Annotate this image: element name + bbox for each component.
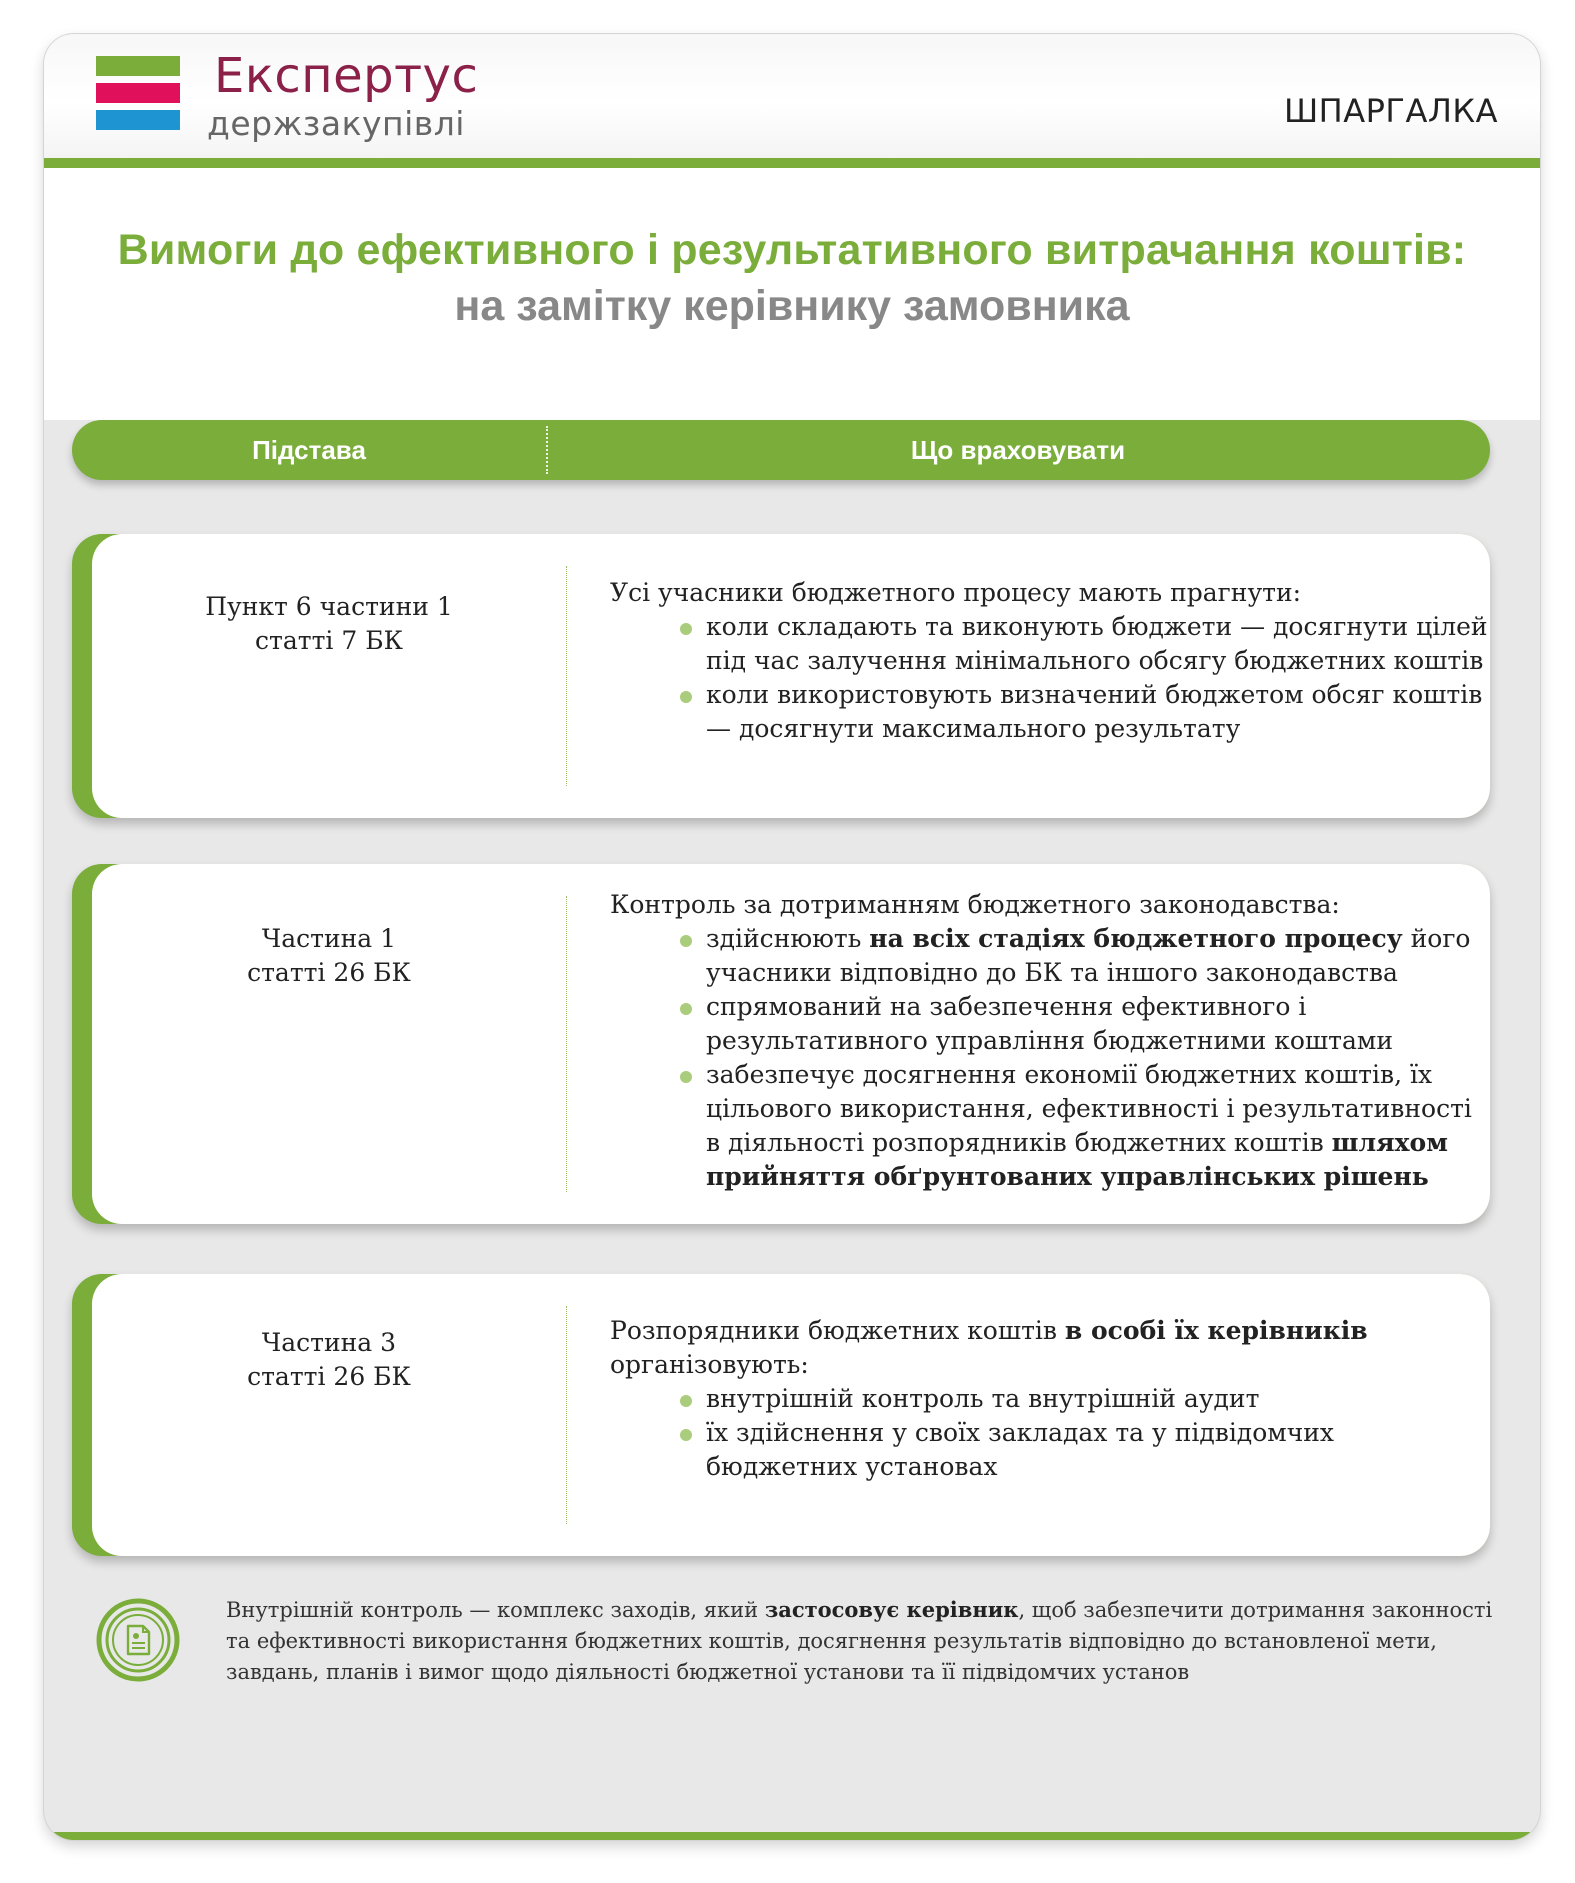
header [44, 34, 1540, 158]
content-intro: Усі учасники бюджетного процесу мають прагнути: [610, 578, 1302, 607]
basis-line: Частина 3 [261, 1328, 397, 1357]
footer-line [44, 1832, 1540, 1840]
bullet-icon [680, 1429, 692, 1441]
table-row [72, 534, 1490, 818]
intro-text: організовують: [610, 1350, 809, 1379]
row-panel [92, 1274, 1490, 1556]
list-item [610, 1058, 1490, 1194]
bullet-icon [680, 935, 692, 947]
title-area [44, 168, 1540, 420]
table-row [72, 864, 1490, 1224]
row-divider [566, 896, 567, 1192]
cheat-sheet-card [44, 34, 1540, 1840]
content-intro [610, 1314, 1490, 1382]
list-item [610, 610, 1490, 678]
bullet-list [610, 1382, 1490, 1484]
intro-emphasis: в особі їх керівників [1064, 1316, 1368, 1345]
row-divider [566, 1306, 567, 1524]
row-content [610, 888, 1490, 1194]
row-content [610, 576, 1490, 746]
intro-text: Розпорядники бюджетних коштів [610, 1316, 1065, 1345]
logo-stripe-green [96, 56, 180, 76]
content-intro: Контроль за дотриманням бюджетного законодавства: [610, 890, 1340, 919]
brand-name: Експертус [214, 48, 479, 104]
basis-line: Частина 1 [261, 924, 397, 953]
table-header [72, 420, 1490, 480]
list-item [610, 922, 1490, 990]
table-row [72, 1274, 1490, 1556]
header-divider [44, 158, 1540, 168]
list-item-text: коли складають та виконують бюджети — досягнути цілей під час залучення мінімального обсягу бюджетних коштів [706, 612, 1488, 675]
row-panel [92, 864, 1490, 1224]
bullet-icon [680, 691, 692, 703]
list-item-text: їх здійснення у своїх закладах та у підвідомчих бюджетних установах [706, 1418, 1334, 1481]
page-subtitle: на замітку керівнику замовника [454, 282, 1130, 330]
list-item [610, 1382, 1490, 1416]
list-item-text: спрямований на забезпечення ефективного і результативного управління бюджетними коштами [706, 992, 1393, 1055]
column-header-basis: Підстава [252, 435, 366, 465]
definition-note [226, 1594, 1496, 1688]
note-text: , щоб забезпечити дотримання законності та ефективності використання бюджетних коштів, досягнення результатів відповідно до встановленої мети, завдань, планів і вимог щодо діяльності бюджетної установи та її підвідомчих установ [226, 1598, 1493, 1684]
bullet-icon [680, 1395, 692, 1407]
list-item [610, 1416, 1490, 1484]
row-basis [92, 590, 566, 658]
bullet-list [610, 610, 1490, 746]
note-emphasis: застосовує керівник [764, 1597, 1019, 1622]
basis-line: статті 7 БК [255, 626, 403, 655]
bullet-icon [680, 623, 692, 635]
column-header-consider: Що враховувати [910, 435, 1126, 465]
logo-stripe-pink [96, 83, 180, 103]
list-item-emphasis: на всіх стадіях бюджетного процесу [869, 924, 1403, 953]
list-item-text: здійснюють [706, 924, 870, 953]
list-item-text: коли використовують визначений бюджетом обсяг коштів — досягнути максимального результату [706, 680, 1483, 743]
row-basis [92, 922, 566, 990]
brand-subtitle: держзакупівлі [207, 104, 465, 143]
basis-line: статті 26 БК [247, 1362, 411, 1391]
list-item-text: внутрішній контроль та внутрішній аудит [706, 1384, 1260, 1413]
document-seal-icon [96, 1598, 180, 1682]
basis-line: Пункт 6 частини 1 [205, 592, 453, 621]
logo-stripes [96, 56, 180, 137]
list-item-text: його учасники відповідно до БК та іншого законодавства [706, 924, 1471, 987]
row-panel [92, 534, 1490, 818]
row-divider [566, 566, 567, 786]
bullet-icon [680, 1003, 692, 1015]
row-content [610, 1314, 1490, 1484]
list-item [610, 990, 1490, 1058]
row-basis [92, 1326, 566, 1394]
list-item [610, 678, 1490, 746]
list-item-emphasis: шляхом прийняття обґрунтованих управлінських рішень [706, 1128, 1448, 1191]
bullet-list [610, 922, 1490, 1194]
logo-stripe-blue [96, 110, 180, 130]
page-title: Вимоги до ефективного і результативного витрачання коштів: [117, 226, 1467, 274]
basis-line: статті 26 БК [247, 958, 411, 987]
document-type: ШПАРГАЛКА [1283, 92, 1498, 130]
bullet-icon [680, 1071, 692, 1083]
note-text: Внутрішній контроль — комплекс заходів, який [226, 1598, 765, 1622]
list-item-text: забезпечує досягнення економії бюджетних коштів, їх цільового використання, ефективності і результативності в діяльності розпорядників бюджетних коштів [706, 1060, 1472, 1157]
